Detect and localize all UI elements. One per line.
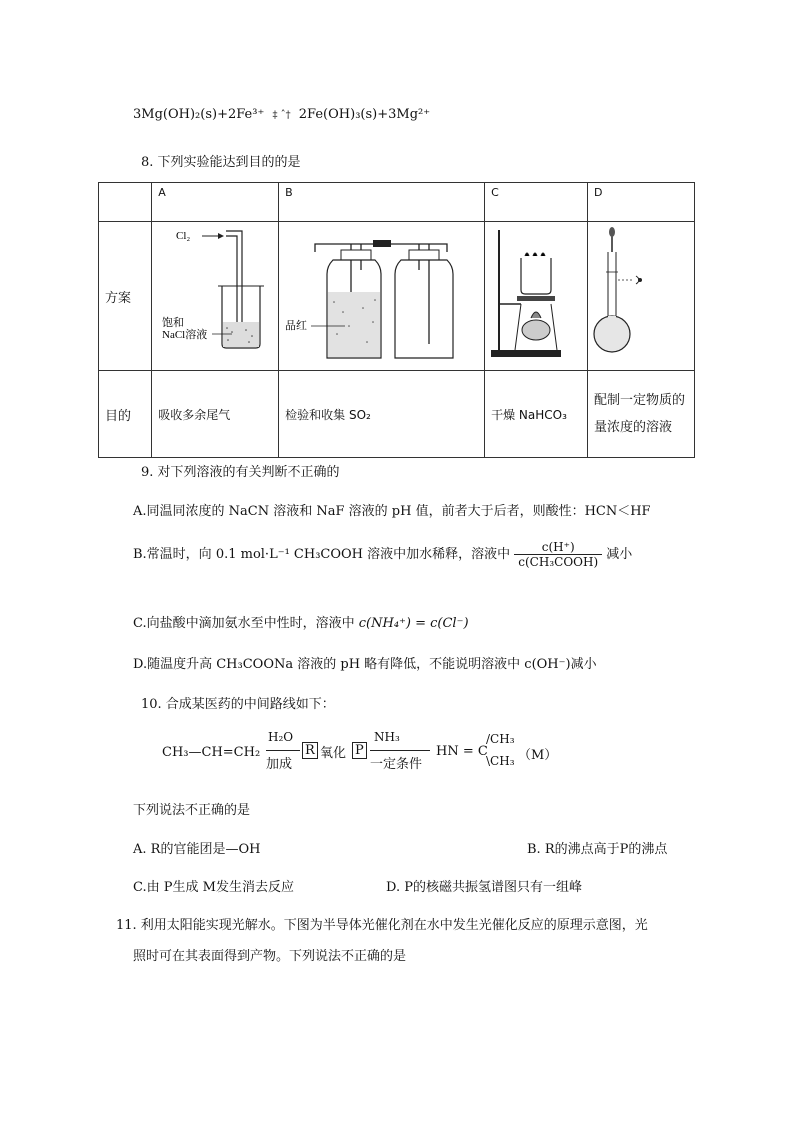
- scheme-a-cell: [152, 222, 279, 371]
- saturated-label: 饱和: [162, 317, 185, 329]
- q9-c-expression: c(NH₄⁺) = c(Cl⁻): [358, 616, 469, 631]
- q10-prompt: 下列说法不正确的是: [133, 803, 251, 818]
- q9-option-d: D.随温度升高 CH₃COONa 溶液的 pH 略有降低，不能说明溶液中 c(OH⁻)减小: [133, 657, 597, 672]
- route-arrow-1: [266, 750, 300, 751]
- route-reagent-2: NH₃: [374, 730, 400, 744]
- nacl-solution-label: NaCl溶液: [162, 329, 208, 341]
- q11-line-2: 照时可在其表面得到产物。下列说法不正确的是: [133, 949, 407, 964]
- beaker-apparatus-diagram: [152, 222, 267, 370]
- oxidation-label: 氧化: [320, 746, 347, 761]
- route-start: CH₃—CH=CH₂: [162, 745, 261, 760]
- goal-d: 配制一定物质的量浓度的溶液: [588, 371, 695, 458]
- row-label-scheme: 方案: [99, 222, 152, 371]
- scheme-c-cell: [485, 222, 588, 371]
- route-condition-1: 加成: [266, 757, 293, 772]
- route-condition-2: 一定条件: [370, 757, 423, 772]
- product-branch-down: \CH₃: [486, 754, 515, 768]
- q9-title: 9. 对下列溶液的有关判断不正确的: [141, 465, 340, 480]
- q8-table: [98, 182, 695, 458]
- cl2-label: Cl₂: [176, 230, 191, 242]
- product-formula: HN = C: [436, 744, 488, 759]
- top-equation: [133, 107, 430, 122]
- q8-scheme-row: [99, 222, 695, 371]
- q9-b-tail: 减小: [606, 547, 633, 562]
- q8-title: 8. 下列实验能达到目的的是: [141, 155, 301, 170]
- q10-option-a: A. R的官能团是—OH: [133, 842, 261, 857]
- equation-right: 2Fe(OH)₃(s)+3Mg²⁺: [298, 107, 431, 122]
- q9-option-b: [133, 540, 632, 569]
- q9-option-c: [133, 612, 469, 631]
- q9-b-fraction: [514, 540, 602, 569]
- header-cell-d: D: [588, 183, 695, 222]
- header-cell-c: C: [485, 183, 588, 222]
- q10-option-b: B. R的沸点高于P的沸点: [527, 842, 668, 857]
- pinhong-label: 品红: [285, 319, 308, 332]
- box-r: R: [302, 742, 318, 759]
- goal-b: 检验和收集 SO₂: [279, 371, 485, 458]
- header-cell-empty: [99, 183, 152, 222]
- q10-reaction-route: [162, 728, 582, 778]
- q9-b-text: B.常温时，向 0.1 mol·L⁻¹ CH₃COOH 溶液中加水稀释，溶液中: [133, 547, 511, 562]
- q10-option-c: C.由 P生成 M发生消去反应: [133, 880, 294, 895]
- q9-c-text: C.向盐酸中滴加氨水至中性时，溶液中: [133, 616, 355, 631]
- q10-option-d: D. P的核磁共振氢谱图只有一组峰: [386, 880, 582, 895]
- heating-stand-diagram: [485, 222, 576, 370]
- goal-a: 吸收多余尾气: [152, 371, 279, 458]
- volumetric-flask-diagram: [588, 222, 694, 370]
- gas-bottles-diagram: [279, 222, 473, 370]
- q8-goal-row: [99, 371, 695, 458]
- box-p: P: [352, 742, 367, 759]
- product-branch-up: /CH₃: [486, 732, 515, 746]
- q10-title: 10. 合成某医药的中间路线如下：: [141, 697, 335, 712]
- goal-c: 干燥 NaHCO₃: [485, 371, 588, 458]
- fraction-numerator: c(H⁺): [514, 540, 602, 555]
- route-arrow-2: [370, 750, 430, 751]
- equation-left: 3Mg(OH)₂(s)+2Fe³⁺: [133, 107, 265, 122]
- q11-line-1: 11. 利用太阳能实现光解水。下图为半导体光催化剂在水中发生光催化反应的原理示意图，光: [116, 918, 648, 933]
- q9-option-a: A.同温同浓度的 NaCN 溶液和 NaF 溶液的 pH 值，前者大于后者，则酸性：HCN＜HF: [133, 504, 651, 519]
- scheme-d-cell: [588, 222, 695, 371]
- product-tag: （M）: [518, 748, 558, 763]
- equation-arrow: ‡ ˆ†: [272, 110, 291, 121]
- header-cell-b: B: [279, 183, 485, 222]
- q8-header-row: [99, 183, 695, 222]
- row-label-goal: 目的: [99, 371, 152, 458]
- scheme-b-cell: [279, 222, 485, 371]
- header-cell-a: A: [152, 183, 279, 222]
- route-reagent-1: H₂O: [268, 730, 294, 744]
- fraction-denominator: c(CH₃COOH): [518, 555, 599, 569]
